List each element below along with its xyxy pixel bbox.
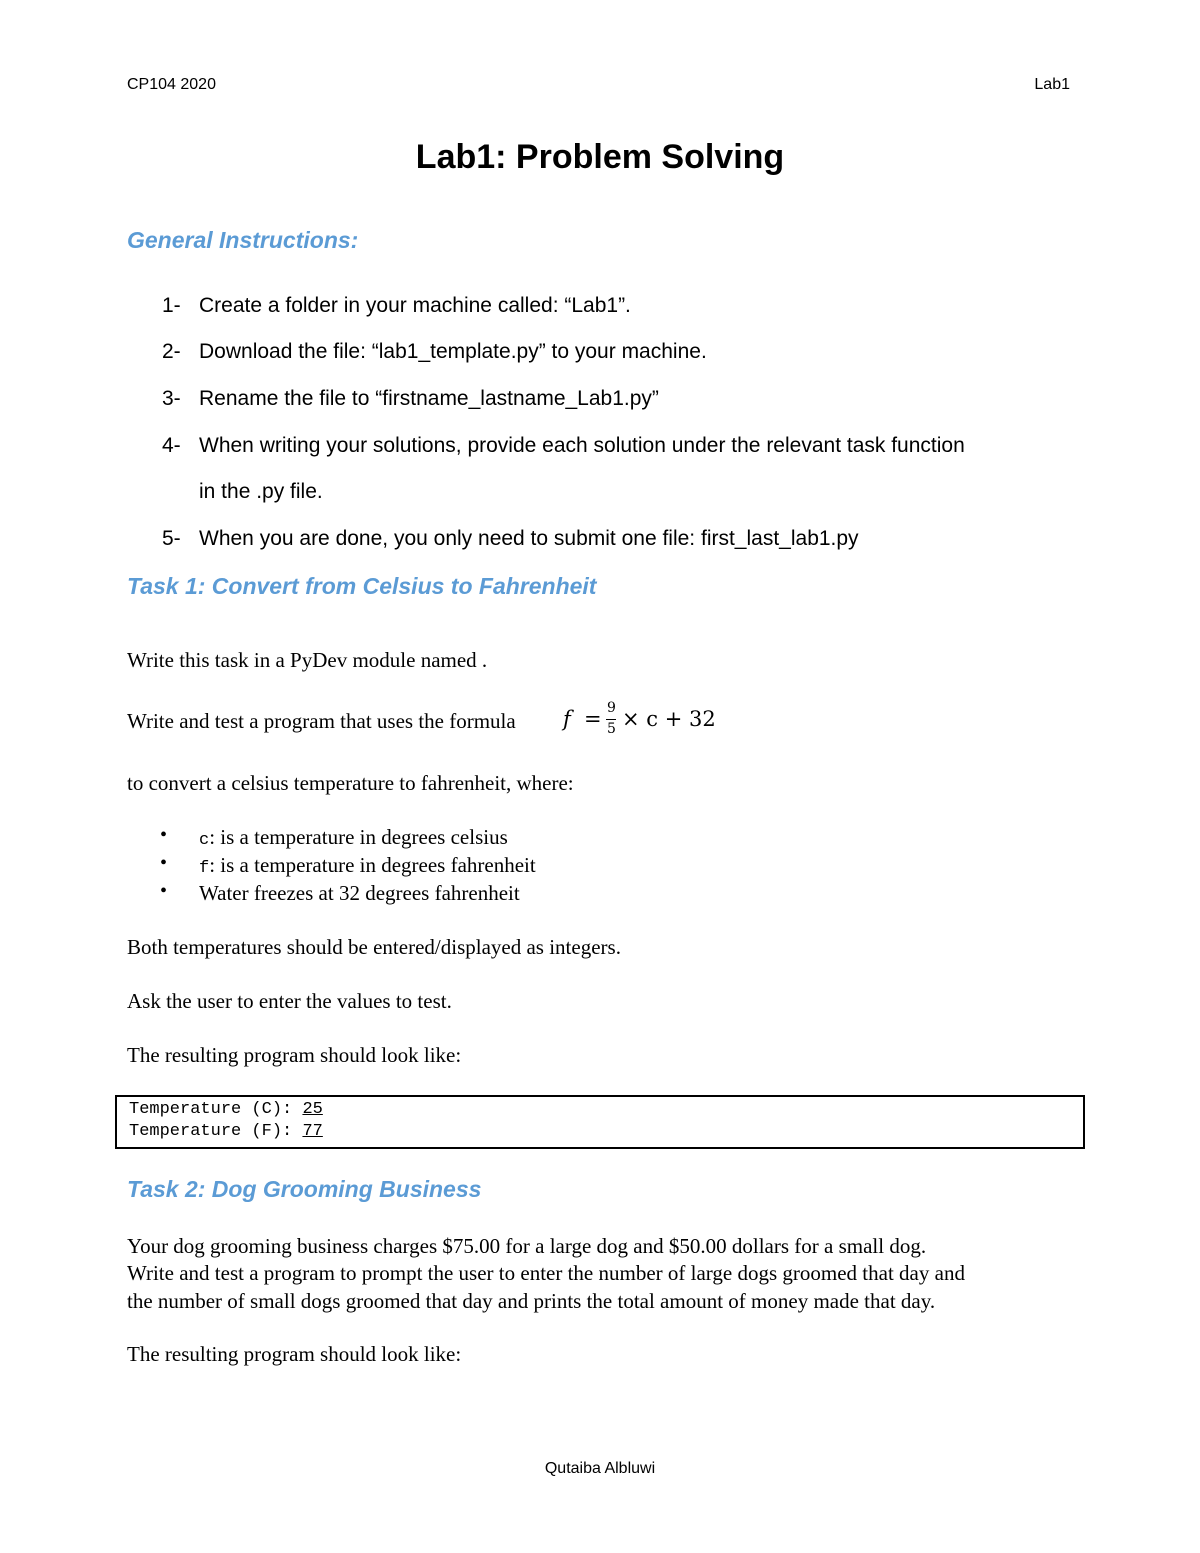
header-lab: Lab1 xyxy=(1034,76,1070,93)
list-item: When you are done, you only need to submit one file: first_last_lab1.py xyxy=(199,527,859,550)
list-item-number: 2- xyxy=(162,340,181,363)
bullet-icon: • xyxy=(160,880,168,902)
formula-rest: × c + 32 xyxy=(622,707,716,731)
list-item-continuation: in the .py file. xyxy=(199,480,323,503)
output-line: Temperature (F): 77 xyxy=(129,1122,323,1141)
task1-paragraph: Both temperatures should be entered/displayed as integers. xyxy=(127,935,621,959)
list-item: When writing your solutions, provide each solution under the relevant task function xyxy=(199,434,965,457)
formula-numerator: 9 xyxy=(607,700,616,716)
bullet-item: c: is a temperature in degrees celsius xyxy=(199,825,508,850)
formula-fraction-bar xyxy=(606,719,616,720)
footer-author: Qutaiba Albluwi xyxy=(544,1460,656,1477)
general-instructions-heading: General Instructions: xyxy=(127,227,359,253)
list-item: Rename the file to “firstname_lastname_Lab1.py” xyxy=(199,387,659,410)
formula-f: f xyxy=(563,707,571,731)
list-item: Download the file: “lab1_template.py” to your machine. xyxy=(199,340,707,363)
list-item-number: 1- xyxy=(162,294,181,317)
task1-paragraph: Ask the user to enter the values to test. xyxy=(127,989,452,1013)
task1-paragraph: to convert a celsius temperature to fahrenheit, where: xyxy=(127,771,574,795)
header-course: CP104 2020 xyxy=(127,76,216,93)
task1-paragraph: The resulting program should look like: xyxy=(127,1043,462,1067)
formula-prefix: Write and test a program that uses the formula xyxy=(127,709,516,733)
task2-paragraph-line: Your dog grooming business charges $75.00 for a large dog and $50.00 dollars for a small dog. xyxy=(127,1234,927,1258)
bullet-item: f: is a temperature in degrees fahrenheit xyxy=(199,853,536,878)
task2-paragraph-line: the number of small dogs groomed that day and prints the total amount of money made that day. xyxy=(127,1289,936,1313)
task1-paragraph: Write this task in a PyDev module named . xyxy=(127,648,488,672)
task2-heading: Task 2: Dog Grooming Business xyxy=(127,1176,482,1202)
sample-output-box xyxy=(115,1095,1085,1149)
page-title: Lab1: Problem Solving xyxy=(415,138,785,176)
bullet-icon: • xyxy=(160,824,168,846)
output-line: Temperature (C): 25 xyxy=(129,1100,323,1119)
task1-formula-paragraph xyxy=(127,709,516,734)
task2-paragraph: The resulting program should look like: xyxy=(127,1342,462,1366)
list-item: Create a folder in your machine called: “Lab1”. xyxy=(199,294,631,317)
formula-equals: = xyxy=(584,707,602,731)
task2-paragraph-line: Write and test a program to prompt the user to enter the number of large dogs groomed that day and xyxy=(127,1261,965,1285)
list-item-number: 5- xyxy=(162,527,181,550)
bullet-icon: • xyxy=(160,852,168,874)
list-item-number: 3- xyxy=(162,387,181,410)
bullet-item: Water freezes at 32 degrees fahrenheit xyxy=(199,881,520,905)
task1-heading: Task 1: Convert from Celsius to Fahrenheit xyxy=(127,573,597,599)
list-item-number: 4- xyxy=(162,434,181,457)
formula-denominator: 5 xyxy=(607,721,616,737)
